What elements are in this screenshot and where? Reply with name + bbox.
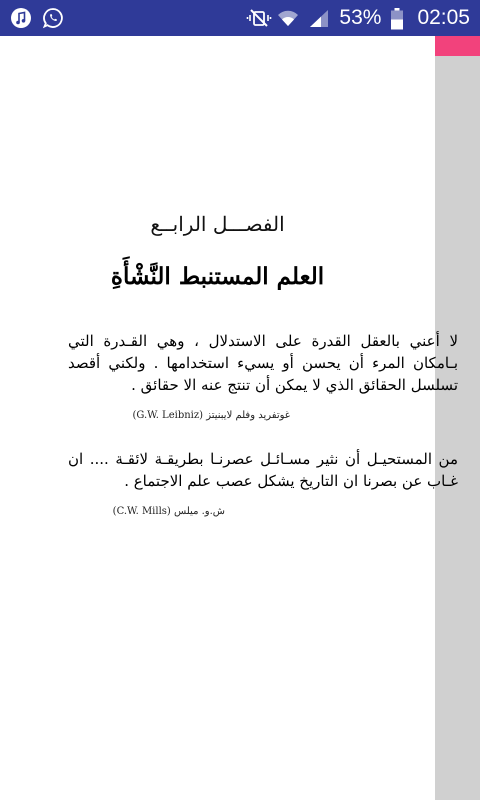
- mute-vibrate-icon: [246, 7, 268, 29]
- quote-leibniz: لا أعني بالعقل القدرة على الاستدلال ، وهي القـدرة التي بـامكان المرء أن يحسن أو يسيء استخدامها . ولكني أقصد تسلسل الحقائق الذي لا يمكن أن تنتج عنه الا حقائق .: [68, 332, 458, 394]
- scrollbar-track[interactable]: [435, 36, 480, 800]
- clock: 02:05: [417, 6, 470, 29]
- battery-percent: 53%: [339, 6, 382, 29]
- whatsapp-icon: [42, 7, 64, 29]
- quote-attribution-mills: ش.و. ميلس (C.W. Mills): [112, 506, 225, 517]
- wifi-icon: [277, 7, 299, 29]
- music-note-icon: [10, 7, 32, 29]
- battery-icon: [390, 7, 404, 29]
- signal-icon: [308, 7, 330, 29]
- scrollbar-thumb[interactable]: [435, 36, 480, 56]
- chapter-title: العلم المستنبط النَّشْأَةِ: [110, 263, 325, 290]
- quote-mills: من المستحيـل أن نثير مسـائـل عصرنـا بطريقـة لائقـة .... ان غـاب عن بصرنا ان التاريخ يشكل عصب علم الاجتماع .: [68, 450, 458, 490]
- status-bar: [0, 0, 480, 36]
- chapter-heading: الفصـــل الرابــع: [150, 212, 285, 236]
- quote-attribution-leibniz: غوتفريد وفلم لايبنيتز (G.W. Leibniz): [132, 410, 290, 421]
